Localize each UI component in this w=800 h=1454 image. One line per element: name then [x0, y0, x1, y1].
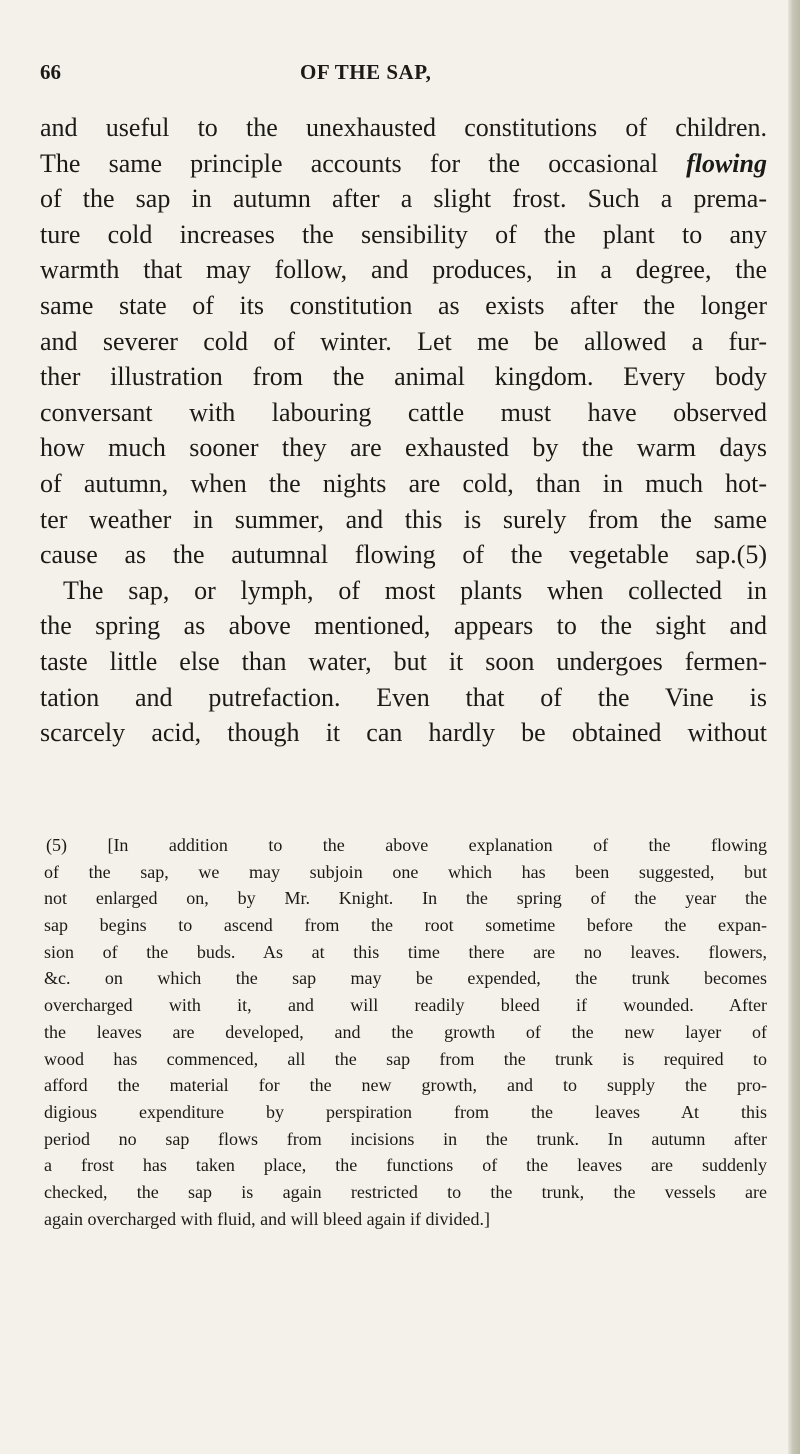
footnote-line: period no sap flows from incisions in the trunk. In autumn after	[44, 1128, 767, 1149]
text-line: ter weather in summer, and this is surely from the same	[40, 504, 767, 534]
text-line: of autumn, when the nights are cold, than in much hot-	[40, 468, 767, 498]
text-line: and useful to the unexhausted constitutions of children.	[40, 113, 767, 142]
text-line: and severer cold of winter. Let me be allowed a fur-	[40, 326, 767, 356]
footnote-line: overcharged with it, and will readily bleed if wounded. After	[44, 995, 767, 1016]
text-line: scarcely acid, though it can hardly be obtained without	[40, 718, 767, 748]
footnote-line: afford the material for the new growth, and to supply the pro-	[44, 1075, 767, 1096]
footnote-line: of the sap, we may subjoin one which has been suggested, but	[44, 861, 767, 882]
text-line: ture cold increases the sensibility of the plant to any	[40, 219, 767, 249]
page-number: 66	[40, 60, 61, 84]
text-line: cause as the autumnal flowing of the vegetable sap.(5)	[40, 540, 767, 570]
running-head: OF THE SAP,	[300, 60, 432, 84]
footnote-line: again overcharged with fluid, and will bleed again if divided.]	[44, 1208, 491, 1229]
text-line: ther illustration from the animal kingdom. Every body	[40, 362, 767, 392]
footnote-line: the leaves are developed, and the growth of the new layer of	[44, 1021, 767, 1042]
footnote-line: wood has commenced, all the sap from the trunk is required to	[44, 1048, 767, 1069]
footnote-line: &c. on which the sap may be expended, the trunk becomes	[44, 968, 767, 989]
text-line: tation and putrefaction. Even that of the Vine is	[40, 682, 767, 712]
text-line: of the sap in autumn after a slight frost. Such a prema-	[40, 184, 767, 214]
footnote-line: sion of the buds. As at this time there are no leaves. flowers,	[44, 941, 767, 962]
footnote-line: checked, the sap is again restricted to the trunk, the vessels are	[44, 1181, 767, 1202]
footnote-line: a frost has taken place, the functions of the leaves are suddenly	[44, 1155, 767, 1176]
text-line: the spring as above mentioned, appears to the sight and	[40, 611, 767, 641]
text-line: taste little else than water, but it soon undergoes fermen-	[40, 646, 767, 676]
main-text	[40, 110, 767, 751]
footnote-line: not enlarged on, by Mr. Knight. In the spring of the year the	[44, 888, 767, 909]
text-line: The sap, or lymph, of most plants when collected in	[63, 575, 767, 605]
text-line: warmth that may follow, and produces, in a degree, the	[40, 255, 767, 285]
emphasis: flowing	[686, 148, 767, 178]
page-header	[0, 60, 800, 90]
footnote-line: digious expenditure by perspiration from the leaves At this	[44, 1101, 767, 1122]
footnote-line: (5) [In addition to the above explanation of the flowing	[46, 835, 767, 855]
footnote-line: sap begins to ascend from the root sometime before the expan-	[44, 915, 767, 936]
text-line: The same principle accounts for the occasional flowing	[40, 148, 767, 178]
text-line: conversant with labouring cattle must have observed	[40, 397, 767, 427]
text-line: same state of its constitution as exists after the longer	[40, 290, 767, 320]
page-edge	[788, 0, 800, 1454]
text-line: how much sooner they are exhausted by the warm days	[40, 433, 767, 463]
footnote	[44, 832, 767, 1232]
